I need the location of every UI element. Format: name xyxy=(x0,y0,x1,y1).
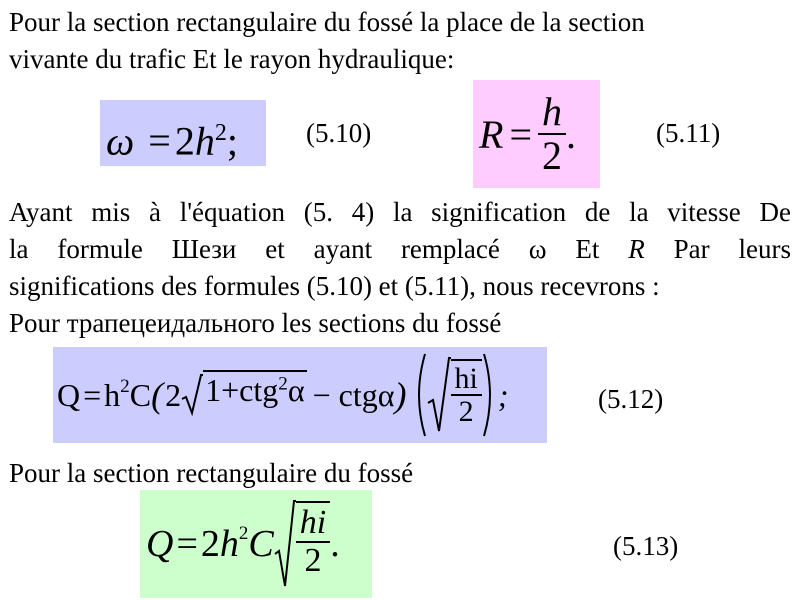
lhs-q: Q xyxy=(146,523,174,565)
equals-sign: = xyxy=(176,523,198,565)
denominator-2: 2 xyxy=(458,395,474,428)
equation-number-5-10: (5.10) xyxy=(306,118,372,148)
denominator-2: 2 xyxy=(304,542,322,579)
sqrt-hi-over-2 xyxy=(274,498,330,590)
sqrt-hi-over-2 xyxy=(427,355,482,435)
explanation-line-3: significations des formules (5.10) et (5.11), nous recevrons : xyxy=(9,271,660,301)
equation-5-13-box xyxy=(140,490,372,598)
explanation-line-2-r: R xyxy=(628,234,645,264)
exponent: 2 xyxy=(214,120,227,146)
numerator-hi: hi xyxy=(451,363,482,397)
equation-5-12 xyxy=(57,347,509,443)
radical-sign-icon xyxy=(181,373,203,417)
equals-sign: = xyxy=(148,118,171,164)
minus-ctg-alpha: − ctgα xyxy=(312,376,395,413)
numerator-h: h xyxy=(538,91,566,135)
equation-number-5-13: (5.13) xyxy=(613,531,679,561)
rectangular-caption-line: Pour la section rectangulaire du fossé xyxy=(9,458,414,488)
equation-number-5-12: (5.12) xyxy=(598,384,664,414)
equation-5-13 xyxy=(146,492,340,596)
radicand xyxy=(203,370,307,408)
explanation-line-2-b: Par leurs xyxy=(644,234,791,264)
var-h: h xyxy=(104,376,121,413)
sqrt-1-plus-ctg2-alpha xyxy=(181,373,307,417)
period: . xyxy=(330,523,340,565)
alpha-symbol: α xyxy=(287,372,305,409)
fraction-h-over-2 xyxy=(538,91,566,177)
var-h: h xyxy=(219,523,239,565)
big-right-paren-icon xyxy=(482,352,498,438)
intro-line-2: vivante du trafic Et le rayon hydraulique: xyxy=(9,44,455,74)
omega-symbol: ω xyxy=(106,118,135,164)
equation-5-10-box xyxy=(100,100,266,166)
exponent: 2 xyxy=(238,523,249,544)
var-c: C xyxy=(248,523,274,565)
lhs-q: Q xyxy=(57,376,81,413)
equals-sign: = xyxy=(83,376,102,413)
numerator-hi: hi xyxy=(296,505,330,543)
rectangular-section-caption xyxy=(9,455,791,492)
explanation-line-1: Ayant mis à l'équation (5. 4) la signification de la vitesse De xyxy=(9,197,791,227)
open-paren: ( xyxy=(151,375,164,415)
equation-number-5-11: (5.11) xyxy=(656,118,721,148)
coef-2: 2 xyxy=(165,376,182,413)
equation-5-11 xyxy=(479,84,576,184)
explanation-paragraph xyxy=(9,194,791,342)
intro-line-1: Pour la section rectangulaire du fossé la place de la section xyxy=(9,7,645,37)
ctg-exponent: 2 xyxy=(278,373,288,395)
fraction-hi-over-2 xyxy=(296,501,330,578)
equation-5-11-box xyxy=(473,80,600,188)
big-left-paren-icon xyxy=(411,352,427,438)
one-plus-ctg: 1+ctg xyxy=(205,372,279,409)
coefficient: 2 xyxy=(200,523,220,565)
period: . xyxy=(566,111,576,157)
coefficient: 2 xyxy=(174,118,195,164)
radical-sign-icon xyxy=(427,355,451,435)
explanation-line-4: Pour трапецеидального les sections du fossé xyxy=(9,308,502,338)
close-paren: ) xyxy=(394,375,407,415)
semicolon: ; xyxy=(226,118,238,164)
variable-h: h xyxy=(194,118,215,164)
semicolon: ; xyxy=(497,376,509,413)
equals-sign: = xyxy=(509,111,532,157)
explanation-line-2-a: la formule Шези et ayant remplacé ω Et xyxy=(9,234,629,264)
radical-sign-icon xyxy=(274,498,296,590)
denominator-2: 2 xyxy=(542,133,562,178)
var-c: C xyxy=(129,376,152,413)
equation-5-10 xyxy=(106,106,238,168)
lhs-r: R xyxy=(479,111,504,157)
fraction-hi-over-2 xyxy=(451,359,482,428)
exponent: 2 xyxy=(120,376,130,397)
intro-paragraph xyxy=(9,4,791,78)
explanation-line-2 xyxy=(9,231,791,268)
equation-5-12-box xyxy=(53,347,547,443)
